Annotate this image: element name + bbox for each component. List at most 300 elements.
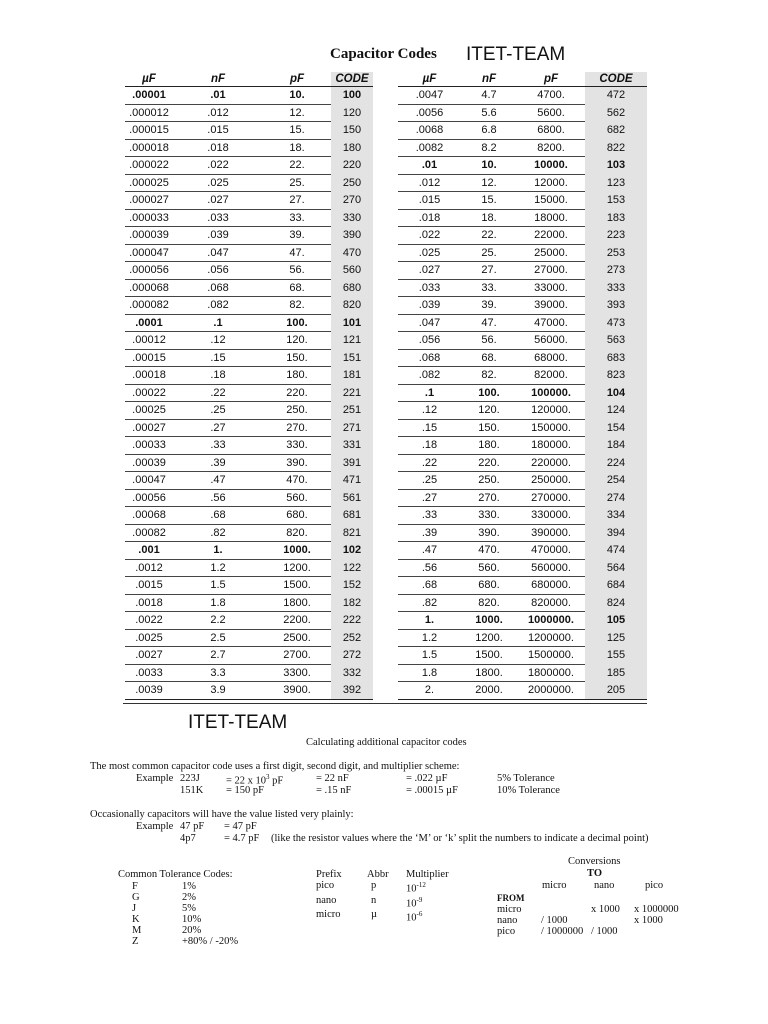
cell-nf: .47 — [173, 472, 263, 490]
table-row — [125, 542, 373, 560]
page-title: Capacitor Codes — [330, 46, 437, 62]
example-calc-exponent: 3 — [266, 773, 270, 781]
cell-uf: .00022 — [125, 384, 173, 402]
tolerance-code: G — [132, 892, 140, 903]
example-label: Example — [136, 821, 174, 832]
prefix-name: micro — [316, 909, 341, 920]
cell-nf: .033 — [173, 209, 263, 227]
cell-uf: .00015 — [125, 349, 173, 367]
cell-nf: 6.8 — [461, 122, 517, 140]
table-row — [398, 647, 647, 665]
cell-code: 251 — [331, 402, 373, 420]
table-row — [398, 524, 647, 542]
cell-uf: .039 — [398, 297, 461, 315]
table-row — [125, 139, 373, 157]
cell-pf: 120000. — [517, 402, 585, 420]
tolerance-row — [132, 892, 272, 903]
cell-nf: 390. — [461, 524, 517, 542]
conversion-factor: x 1000 — [634, 915, 663, 926]
cell-code: 103 — [585, 157, 647, 175]
cell-uf: .000012 — [125, 104, 173, 122]
example-code: 151K — [180, 785, 204, 796]
cell-code: 220 — [331, 157, 373, 175]
multiplier-exponent: -6 — [416, 910, 423, 918]
tolerance-code: Z — [132, 936, 139, 947]
prefix-multiplier — [406, 895, 456, 910]
table-row — [125, 419, 373, 437]
table-row — [125, 507, 373, 525]
calc-heading: Calculating additional capacitor codes — [306, 737, 467, 748]
tolerance-row — [132, 914, 272, 925]
cell-pf: 470000. — [517, 542, 585, 560]
tolerance-value: 2% — [182, 892, 196, 903]
cell-pf: 120. — [263, 332, 331, 350]
cell-pf: 560. — [263, 489, 331, 507]
team-label-bottom: ITET-TEAM — [188, 712, 288, 733]
prefix-abbr: n — [371, 894, 377, 906]
cell-pf: 1800. — [263, 594, 331, 612]
example-calc-unit: pF — [269, 775, 284, 787]
table-row — [398, 244, 647, 262]
example-calc-base: = 22 x 10 — [226, 775, 267, 787]
cell-uf: 1.2 — [398, 629, 461, 647]
cell-code: 152 — [331, 577, 373, 595]
table-row — [125, 489, 373, 507]
cell-nf: 10. — [461, 157, 517, 175]
cell-pf: 150000. — [517, 419, 585, 437]
cell-code: 182 — [331, 594, 373, 612]
cell-nf: 3.9 — [173, 682, 263, 700]
cell-uf: .0025 — [125, 629, 173, 647]
prefix-multiplier — [406, 909, 456, 924]
cell-pf: 250000. — [517, 472, 585, 490]
cell-pf: 10. — [263, 87, 331, 105]
conversions-to-label: TO — [587, 868, 602, 879]
table-row — [398, 367, 647, 385]
table-row — [398, 192, 647, 210]
cell-uf: .00012 — [125, 332, 173, 350]
cell-nf: .1 — [173, 314, 263, 332]
table-row — [398, 577, 647, 595]
cell-code: 330 — [331, 209, 373, 227]
cell-uf: .068 — [398, 349, 461, 367]
cell-code: 125 — [585, 629, 647, 647]
cell-pf: 250. — [263, 402, 331, 420]
cell-uf: .0022 — [125, 612, 173, 630]
cell-uf: .0018 — [125, 594, 173, 612]
cell-nf: 1.2 — [173, 559, 263, 577]
table-row — [125, 664, 373, 682]
cell-nf: .056 — [173, 262, 263, 280]
example-note: (like the resistor values where the ‘M’ or ‘k’ split the numbers to indicate a decimal point) — [271, 833, 649, 844]
cell-nf: 8.2 — [461, 139, 517, 157]
cell-pf: 1800000. — [517, 664, 585, 682]
cell-uf: .000047 — [125, 244, 173, 262]
cell-code: 121 — [331, 332, 373, 350]
cell-nf: 1500. — [461, 647, 517, 665]
cell-code: 254 — [585, 472, 647, 490]
cell-uf: .1 — [398, 384, 461, 402]
tolerance-value: 1% — [182, 881, 196, 892]
cell-pf: 100. — [263, 314, 331, 332]
cell-uf: .00001 — [125, 87, 173, 105]
cell-pf: 2200. — [263, 612, 331, 630]
table-row — [398, 559, 647, 577]
cell-code: 101 — [331, 314, 373, 332]
multiplier-base: 10 — [406, 883, 417, 895]
conv-col-header-pico: pico — [645, 880, 664, 891]
table-row — [398, 314, 647, 332]
table-row — [125, 174, 373, 192]
cell-code: 151 — [331, 349, 373, 367]
cell-nf: .01 — [173, 87, 263, 105]
cell-pf: 18. — [263, 139, 331, 157]
cell-code: 250 — [331, 174, 373, 192]
cell-pf: 100000. — [517, 384, 585, 402]
cell-nf: .25 — [173, 402, 263, 420]
cell-nf: .15 — [173, 349, 263, 367]
cell-uf: .15 — [398, 419, 461, 437]
cell-nf: 15. — [461, 192, 517, 210]
cell-uf: .01 — [398, 157, 461, 175]
cell-uf: .0082 — [398, 139, 461, 157]
cell-uf: .000027 — [125, 192, 173, 210]
cell-nf: .56 — [173, 489, 263, 507]
cell-uf: .56 — [398, 559, 461, 577]
cell-pf: 33. — [263, 209, 331, 227]
cell-nf: .27 — [173, 419, 263, 437]
cell-code: 684 — [585, 577, 647, 595]
cell-pf: 56000. — [517, 332, 585, 350]
cell-pf: 3900. — [263, 682, 331, 700]
cell-pf: 4700. — [517, 87, 585, 105]
table-row — [398, 472, 647, 490]
cell-nf: .082 — [173, 297, 263, 315]
cell-nf: .018 — [173, 139, 263, 157]
prefix-header: Prefix — [316, 869, 342, 880]
cell-code: 153 — [585, 192, 647, 210]
cell-nf: 1200. — [461, 629, 517, 647]
cell-nf: .39 — [173, 454, 263, 472]
cell-nf: 82. — [461, 367, 517, 385]
cell-code: 564 — [585, 559, 647, 577]
cell-code: 104 — [585, 384, 647, 402]
code-table-right — [398, 72, 647, 700]
cell-pf: 390000. — [517, 524, 585, 542]
cell-pf: 820000. — [517, 594, 585, 612]
conversion-factor: x 1000 — [591, 904, 620, 915]
prefix-row — [316, 895, 456, 910]
prefix-abbr: p — [371, 880, 377, 891]
conversion-factor: / 1000 — [541, 915, 568, 926]
conversion-row — [497, 915, 682, 926]
table-row — [398, 349, 647, 367]
example-code: 223J — [180, 773, 200, 784]
cell-code: 680 — [331, 279, 373, 297]
conversion-factor — [541, 904, 591, 915]
table-row — [125, 262, 373, 280]
code-table-left — [125, 72, 373, 700]
example-nf: = .15 nF — [316, 785, 352, 796]
cell-uf: .0068 — [398, 122, 461, 140]
cell-code: 185 — [585, 664, 647, 682]
table-row — [125, 682, 373, 700]
cell-nf: .039 — [173, 227, 263, 245]
table-row — [125, 402, 373, 420]
team-label: ITET-TEAM — [466, 44, 566, 65]
cell-uf: .000015 — [125, 122, 173, 140]
cell-uf: .0012 — [125, 559, 173, 577]
cell-code: 474 — [585, 542, 647, 560]
table-row — [398, 629, 647, 647]
cell-uf: .82 — [398, 594, 461, 612]
tolerance-row — [132, 936, 272, 947]
cell-pf: 39000. — [517, 297, 585, 315]
cell-nf: 250. — [461, 472, 517, 490]
prefix-name: nano — [316, 894, 337, 906]
table-row — [125, 192, 373, 210]
prefix-table — [316, 869, 456, 924]
table-row — [125, 87, 373, 105]
table-row — [398, 507, 647, 525]
example-nf: = 22 nF — [316, 773, 349, 784]
cell-code: 102 — [331, 542, 373, 560]
cell-nf: 1.5 — [173, 577, 263, 595]
cell-pf: 560000. — [517, 559, 585, 577]
cell-code: 124 — [585, 402, 647, 420]
cell-nf: 470. — [461, 542, 517, 560]
cell-code: 150 — [331, 122, 373, 140]
tolerance-value: 10% — [182, 914, 202, 925]
table-row — [125, 437, 373, 455]
cell-nf: 1. — [173, 542, 263, 560]
cell-nf: 39. — [461, 297, 517, 315]
cell-code: 473 — [585, 314, 647, 332]
table-row — [125, 122, 373, 140]
cell-code: 683 — [585, 349, 647, 367]
cell-pf: 82. — [263, 297, 331, 315]
table-row — [398, 297, 647, 315]
example-code: 47 pF — [180, 821, 205, 832]
cell-code: 122 — [331, 559, 373, 577]
column-header-uf: µF — [125, 72, 173, 87]
cell-uf: .00033 — [125, 437, 173, 455]
example-tolerance: 5% Tolerance — [497, 773, 555, 784]
cell-nf: 150. — [461, 419, 517, 437]
cell-pf: 47000. — [517, 314, 585, 332]
table-row — [125, 559, 373, 577]
cell-uf: 1.5 — [398, 647, 461, 665]
conv-col-header-nano: nano — [594, 880, 615, 891]
cell-uf: .39 — [398, 524, 461, 542]
cell-pf: 5600. — [517, 104, 585, 122]
cell-code: 820 — [331, 297, 373, 315]
conversion-factor: x 1000000 — [634, 904, 679, 915]
cell-pf: 27. — [263, 192, 331, 210]
abbr-header: Abbr — [367, 869, 389, 880]
table-row — [398, 157, 647, 175]
cell-pf: 390. — [263, 454, 331, 472]
prefix-row — [316, 909, 456, 924]
cell-pf: 68. — [263, 279, 331, 297]
cell-code: 394 — [585, 524, 647, 542]
cell-code: 155 — [585, 647, 647, 665]
table-row — [125, 594, 373, 612]
cell-uf: .68 — [398, 577, 461, 595]
cell-code: 681 — [331, 507, 373, 525]
cell-uf: 2. — [398, 682, 461, 700]
cell-uf: .25 — [398, 472, 461, 490]
cell-pf: 330000. — [517, 507, 585, 525]
cell-nf: 18. — [461, 209, 517, 227]
cell-uf: .0056 — [398, 104, 461, 122]
cell-nf: .012 — [173, 104, 263, 122]
cell-nf: 220. — [461, 454, 517, 472]
example-uf: = .022 µF — [406, 773, 448, 784]
cell-nf: 27. — [461, 262, 517, 280]
cell-nf: .12 — [173, 332, 263, 350]
cell-uf: .000033 — [125, 209, 173, 227]
cell-code: 270 — [331, 192, 373, 210]
table-row — [125, 577, 373, 595]
table-row — [398, 139, 647, 157]
prefix-multiplier — [406, 880, 456, 895]
cell-uf: .000025 — [125, 174, 173, 192]
table-row — [125, 227, 373, 245]
table-row — [398, 262, 647, 280]
table-row — [125, 332, 373, 350]
cell-pf: 27000. — [517, 262, 585, 280]
table-row — [125, 104, 373, 122]
cell-code: 180 — [331, 139, 373, 157]
cell-code: 223 — [585, 227, 647, 245]
conversion-from-unit: micro — [497, 904, 522, 915]
tolerance-code: J — [132, 903, 137, 914]
cell-code: 392 — [331, 682, 373, 700]
cell-code: 123 — [585, 174, 647, 192]
cell-pf: 1500000. — [517, 647, 585, 665]
conversion-factor: / 1000 — [591, 926, 618, 937]
cell-code: 470 — [331, 244, 373, 262]
table-row — [398, 437, 647, 455]
cell-uf: .47 — [398, 542, 461, 560]
table-row — [398, 419, 647, 437]
cell-pf: 12. — [263, 104, 331, 122]
conversion-factor — [591, 915, 632, 926]
table-row — [125, 454, 373, 472]
cell-nf: 5.6 — [461, 104, 517, 122]
conv-col-header-micro: micro — [542, 880, 567, 891]
cell-nf: 330. — [461, 507, 517, 525]
example-value: = 4.7 pF — [224, 833, 260, 844]
example-value: = 47 pF — [224, 821, 257, 832]
cell-pf: 15. — [263, 122, 331, 140]
cell-code: 562 — [585, 104, 647, 122]
conversions-table — [497, 904, 682, 937]
table-row — [125, 244, 373, 262]
table-row — [125, 384, 373, 402]
table-row — [125, 472, 373, 490]
cell-nf: 68. — [461, 349, 517, 367]
cell-uf: .00025 — [125, 402, 173, 420]
cell-uf: .00039 — [125, 454, 173, 472]
cell-uf: .033 — [398, 279, 461, 297]
table-row — [398, 682, 647, 700]
cell-code: 822 — [585, 139, 647, 157]
cell-uf: .27 — [398, 489, 461, 507]
table-row — [125, 349, 373, 367]
table-row — [398, 664, 647, 682]
example-calc: = 150 pF — [226, 785, 265, 796]
cell-pf: 3300. — [263, 664, 331, 682]
cell-uf: .000039 — [125, 227, 173, 245]
cell-pf: 2700. — [263, 647, 331, 665]
table-row — [125, 297, 373, 315]
cell-code: 252 — [331, 629, 373, 647]
cell-pf: 1000. — [263, 542, 331, 560]
cell-code: 393 — [585, 297, 647, 315]
cell-pf: 680. — [263, 507, 331, 525]
tolerance-code: M — [132, 925, 142, 936]
table-row — [125, 524, 373, 542]
conversions-heading: Conversions — [568, 856, 621, 867]
cell-code: 272 — [331, 647, 373, 665]
example-uf: = .00015 µF — [406, 785, 458, 796]
cell-uf: .012 — [398, 174, 461, 192]
cell-uf: .0001 — [125, 314, 173, 332]
cell-code: 100 — [331, 87, 373, 105]
cell-code: 184 — [585, 437, 647, 455]
cell-uf: .022 — [398, 227, 461, 245]
cell-uf: .056 — [398, 332, 461, 350]
cell-code: 563 — [585, 332, 647, 350]
cell-nf: .068 — [173, 279, 263, 297]
cell-pf: 470. — [263, 472, 331, 490]
cell-code: 274 — [585, 489, 647, 507]
cell-code: 823 — [585, 367, 647, 385]
cell-uf: .000082 — [125, 297, 173, 315]
cell-nf: .18 — [173, 367, 263, 385]
cell-uf: .00027 — [125, 419, 173, 437]
prefix-name: pico — [316, 880, 335, 891]
cell-nf: 270. — [461, 489, 517, 507]
cell-pf: 8200. — [517, 139, 585, 157]
cell-nf: .047 — [173, 244, 263, 262]
cell-pf: 1200000. — [517, 629, 585, 647]
conversion-row — [497, 926, 682, 937]
cell-pf: 220. — [263, 384, 331, 402]
table-row — [398, 402, 647, 420]
cell-uf: .015 — [398, 192, 461, 210]
table-row — [398, 594, 647, 612]
cell-pf: 25000. — [517, 244, 585, 262]
tolerance-value: 5% — [182, 903, 196, 914]
table-row — [398, 174, 647, 192]
cell-nf: .025 — [173, 174, 263, 192]
column-header-nf: nF — [173, 72, 263, 87]
cell-nf: 12. — [461, 174, 517, 192]
conversions-from-label: FROM — [497, 893, 525, 903]
cell-code: 271 — [331, 419, 373, 437]
cell-pf: 1500. — [263, 577, 331, 595]
prefix-row — [316, 880, 456, 895]
cell-pf: 2000000. — [517, 682, 585, 700]
cell-code: 390 — [331, 227, 373, 245]
table-row — [125, 314, 373, 332]
cell-pf: 820. — [263, 524, 331, 542]
column-header-nf: nF — [461, 72, 517, 87]
cell-pf: 82000. — [517, 367, 585, 385]
